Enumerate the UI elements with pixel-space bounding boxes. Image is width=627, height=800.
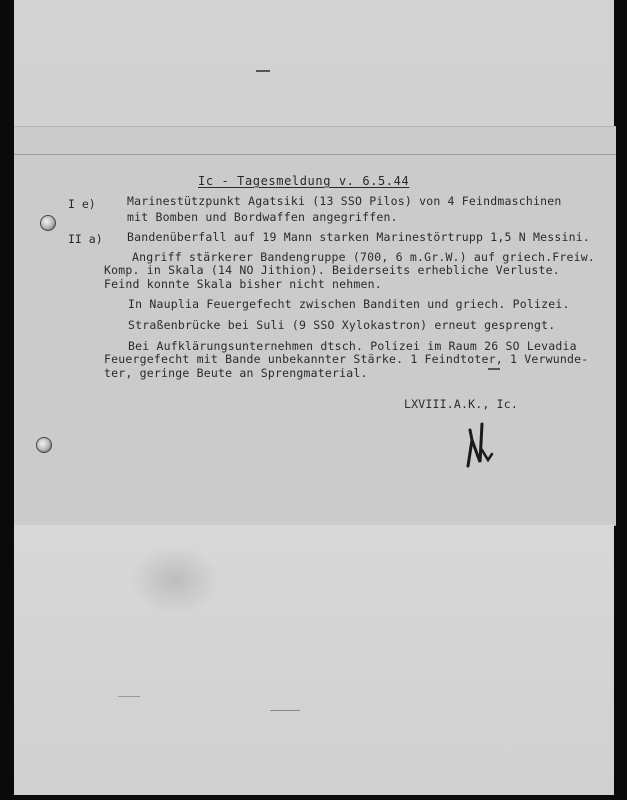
report-line: Angriff stärkerer Bandengruppe (700, 6 m.Gr.W.) auf griech.Freiw. [132,250,596,264]
paper-smudge [130,545,220,615]
ink-mark [488,368,500,370]
section-label: II a) [68,232,103,246]
ink-mark [118,696,140,697]
punch-hole-icon [36,437,52,453]
ink-mark [256,70,270,72]
signature-mark [458,410,498,470]
report-line: In Nauplia Feuergefecht zwischen Banditen und griech. Polizei. [128,297,570,311]
report-line: Marinestützpunkt Agatsiki (13 SSO Pilos) von 4 Feindmaschinen [127,194,562,208]
report-line: Feuergefecht mit Bande unbekannter Stärke. 1 Feindtoter, 1 Verwunde- [104,352,589,366]
report-line: mit Bomben und Bordwaffen angegriffen. [127,210,398,224]
report-line: ter, geringe Beute an Sprengmaterial. [104,366,368,380]
report-line: Bei Aufklärungsunternehmen dtsch. Polizei im Raum 26 SO Levadia [128,339,577,353]
report-line: Bandenüberfall auf 19 Mann starken Marinestörtrupp 1,5 N Messini. [127,230,591,244]
report-line: Komp. in Skala (14 NO Jithion). Beiderseits erhebliche Verluste. [104,263,560,277]
report-line: Straßenbrücke bei Suli (9 SSO Xylokastron) erneut gesprengt. [128,318,556,332]
punch-hole-icon [40,215,56,231]
lower-page [14,525,614,795]
sender-line: LXVIII.A.K., Ic. [404,397,518,411]
report-line: Feind konnte Skala bisher nicht nehmen. [104,277,382,291]
section-label: I e) [68,197,96,211]
report-title: Ic - Tagesmeldung v. 6.5.44 [198,174,410,188]
ink-mark [270,710,300,711]
